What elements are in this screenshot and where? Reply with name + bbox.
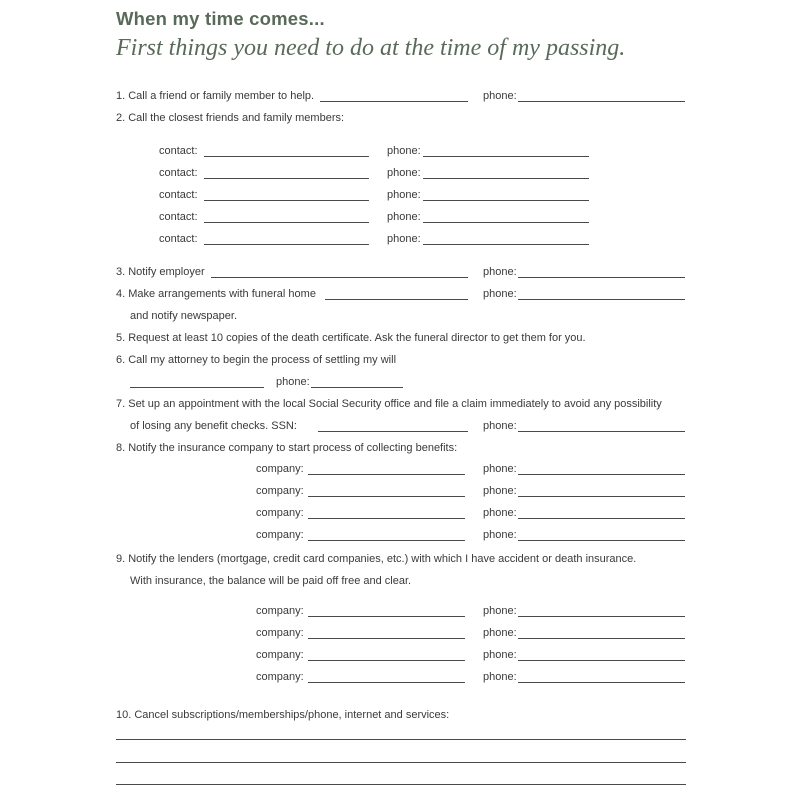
company-phone-label: phone:: [483, 649, 517, 661]
contact-label: contact:: [159, 167, 198, 179]
cancel-services-line[interactable]: [116, 739, 686, 740]
contact-phone-label: phone:: [387, 211, 421, 223]
item-3-phone-field[interactable]: [518, 277, 685, 278]
company-field[interactable]: [308, 496, 465, 497]
item-4-funeral-home-field[interactable]: [325, 299, 468, 300]
company-field[interactable]: [308, 518, 465, 519]
company-label: company:: [256, 463, 304, 475]
contact-phone-label: phone:: [387, 233, 421, 245]
item-1-text: 1. Call a friend or family member to help.: [116, 90, 315, 102]
company-phone-field[interactable]: [518, 518, 685, 519]
item-3-phone-label: phone:: [483, 266, 517, 278]
item-6-phone-field[interactable]: [311, 387, 403, 388]
company-phone-field[interactable]: [518, 616, 685, 617]
contact-field[interactable]: [204, 200, 369, 201]
item-7-phone-field[interactable]: [518, 431, 685, 432]
contact-phone-field[interactable]: [423, 156, 589, 157]
company-field[interactable]: [308, 638, 465, 639]
company-label: company:: [256, 671, 304, 683]
contact-phone-field[interactable]: [423, 178, 589, 179]
contact-field[interactable]: [204, 178, 369, 179]
company-phone-field[interactable]: [518, 540, 685, 541]
company-field[interactable]: [308, 616, 465, 617]
item-3-employer-field[interactable]: [211, 277, 468, 278]
contact-label: contact:: [159, 145, 198, 157]
contact-label: contact:: [159, 211, 198, 223]
company-phone-label: phone:: [483, 463, 517, 475]
contact-phone-label: phone:: [387, 189, 421, 201]
company-label: company:: [256, 529, 304, 541]
company-label: company:: [256, 649, 304, 661]
company-phone-label: phone:: [483, 605, 517, 617]
cancel-services-line[interactable]: [116, 762, 686, 763]
item-4-text-cont: and notify newspaper.: [130, 310, 238, 322]
company-label: company:: [256, 627, 304, 639]
company-field[interactable]: [308, 660, 465, 661]
item-7-text-cont: of losing any benefit checks. SSN:: [130, 420, 297, 432]
item-1-phone-field[interactable]: [518, 101, 685, 102]
contact-field[interactable]: [204, 156, 369, 157]
company-phone-label: phone:: [483, 485, 517, 497]
company-field[interactable]: [308, 682, 465, 683]
item-10-text: 10. Cancel subscriptions/memberships/phone, internet and services:: [116, 709, 450, 721]
item-4-text: 4. Make arrangements with funeral home: [116, 288, 316, 300]
company-label: company:: [256, 605, 304, 617]
company-phone-field[interactable]: [518, 474, 685, 475]
contact-label: contact:: [159, 233, 198, 245]
item-9-text-cont: With insurance, the balance will be paid off free and clear.: [130, 575, 412, 587]
cancel-services-line[interactable]: [116, 784, 686, 785]
form-subtitle: First things you need to do at the time of my passing.: [116, 35, 626, 61]
contact-label: contact:: [159, 189, 198, 201]
item-5-text: 5. Request at least 10 copies of the death certificate. Ask the funeral director to get them for you.: [116, 332, 586, 344]
company-phone-field[interactable]: [518, 496, 685, 497]
item-3-text: 3. Notify employer: [116, 266, 205, 278]
item-7-phone-label: phone:: [483, 420, 517, 432]
contact-phone-field[interactable]: [423, 200, 589, 201]
company-label: company:: [256, 507, 304, 519]
item-1-phone-label: phone:: [483, 90, 517, 102]
company-phone-label: phone:: [483, 627, 517, 639]
company-phone-label: phone:: [483, 529, 517, 541]
company-phone-label: phone:: [483, 671, 517, 683]
contact-phone-field[interactable]: [423, 222, 589, 223]
form-title: When my time comes...: [116, 8, 325, 29]
company-phone-label: phone:: [483, 507, 517, 519]
item-7-text: 7. Set up an appointment with the local Social Security office and file a claim immediately to avoid any possibility: [116, 398, 662, 410]
item-6-attorney-field[interactable]: [130, 387, 264, 388]
item-2-text: 2. Call the closest friends and family members:: [116, 112, 345, 124]
contact-field[interactable]: [204, 244, 369, 245]
item-9-text: 9. Notify the lenders (mortgage, credit card companies, etc.) with which I have accident or death insurance.: [116, 553, 637, 565]
company-phone-field[interactable]: [518, 682, 685, 683]
item-6-phone-label: phone:: [276, 376, 310, 388]
company-phone-field[interactable]: [518, 638, 685, 639]
item-1-helper-field[interactable]: [320, 101, 468, 102]
company-phone-field[interactable]: [518, 660, 685, 661]
contact-phone-field[interactable]: [423, 244, 589, 245]
contact-field[interactable]: [204, 222, 369, 223]
item-7-ssn-field[interactable]: [318, 431, 468, 432]
item-8-text: 8. Notify the insurance company to start process of collecting benefits:: [116, 442, 458, 454]
contact-phone-label: phone:: [387, 145, 421, 157]
item-4-phone-label: phone:: [483, 288, 517, 300]
company-label: company:: [256, 485, 304, 497]
company-field[interactable]: [308, 540, 465, 541]
contact-phone-label: phone:: [387, 167, 421, 179]
item-6-text: 6. Call my attorney to begin the process of settling my will: [116, 354, 397, 366]
company-field[interactable]: [308, 474, 465, 475]
item-4-phone-field[interactable]: [518, 299, 685, 300]
